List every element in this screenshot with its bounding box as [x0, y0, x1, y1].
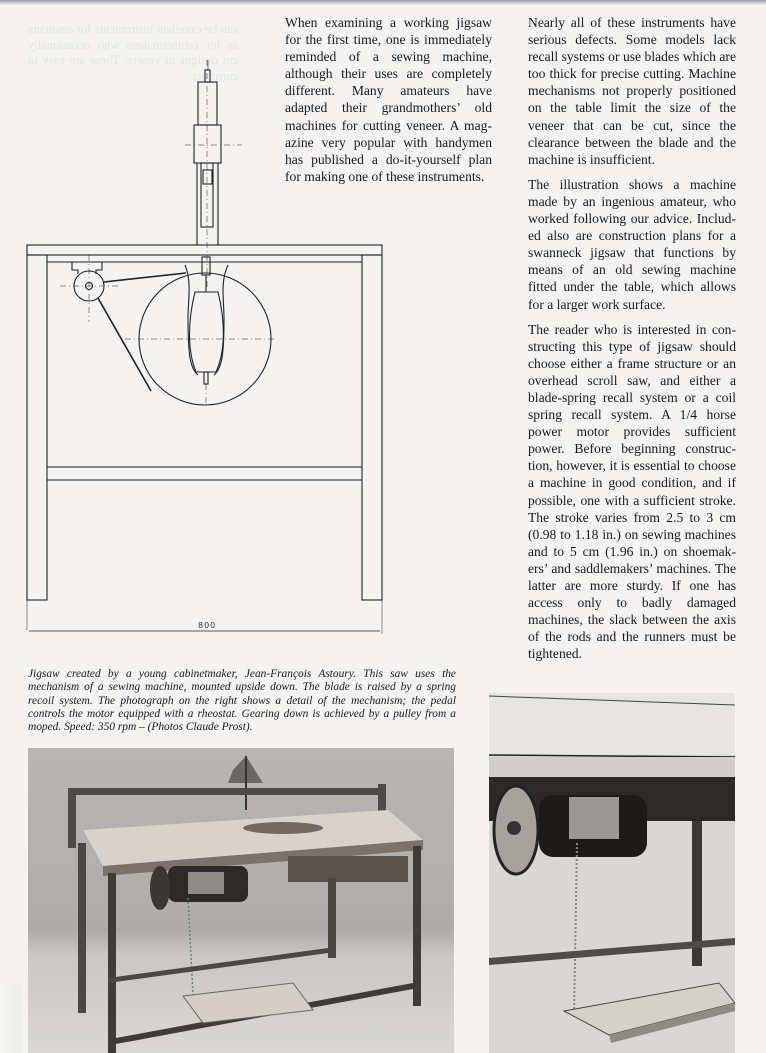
show-through-text: can be excellent instruments for amateurs as for cabinetmakers who occasionally cut designs in veneer. These are easy to construct.	[28, 22, 238, 83]
jigsaw-technical-drawing	[20, 60, 390, 640]
paragraph: When examining a working jigsaw for the first time, one is immediately reminded of a sewing machine, although their uses are completely different. Many amateurs have adapted their grandmothers’ old machines for cutting veneer. A mag-azine very popular with handymen has published a do-it-yourself plan for making one of these instruments.	[285, 15, 492, 184]
page-top-shadow	[0, 0, 766, 5]
text-column-right	[528, 14, 736, 670]
paragraph: The reader who is interested in con-structing this type of jigsaw should choose either a frame structure or an overhead scroll saw, and either a blade-spring recall system or a coil spring recall system. A 1/4 horse power motor provides sufficient power. Before beginning construc-tion, however, it is essential to choose a machine in good condition, and if possible, one with a sufficient stroke. The stroke varies from 2.5 to 3 cm (0.98 to 1.18 in.) on sewing machines and to 5 cm (1.96 in.) on shoemak-ers’ and saddlemakers’ machines. The latter are more sturdy. If one has access only to badly damaged machines, the slack between the axis of the rods and the runners must be tightened.	[528, 321, 736, 662]
paragraph: Nearly all of these instruments have serious defects. Some models lack recall systems or use blades which are too thick for precise cutting. Machine mechanisms not properly positioned on the table limit the size of the veneer that can be cut, since the clearance between the blade and the machine is insufficient.	[528, 15, 736, 167]
paragraph: The illustration shows a machine made by an ingenious amateur, who worked following our advice. Includ-ed also are construction plans for a swanneck jigsaw that functions by means of an old sewing machine fitted under the table, which allows for a larger work surface.	[528, 176, 736, 312]
photo-jigsaw-table	[28, 748, 454, 1053]
dimension-label: 800	[198, 621, 217, 630]
photo-mechanism-detail	[489, 693, 735, 1053]
page-edge	[0, 985, 22, 1053]
photo-caption: Jigsaw created by a young cabinetmaker, Jean-François Astoury. This saw uses the mechanism of a sewing machine, mounted upside down. The blade is raised by a spring recoil system. The photograph on the right shows a detail of the mechanism; the pedal controls the motor equipped with a rheostat. Gearing down is achieved by a pulley from a moped. Speed: 350 rpm – (Photos Claude Prost).	[28, 668, 456, 734]
